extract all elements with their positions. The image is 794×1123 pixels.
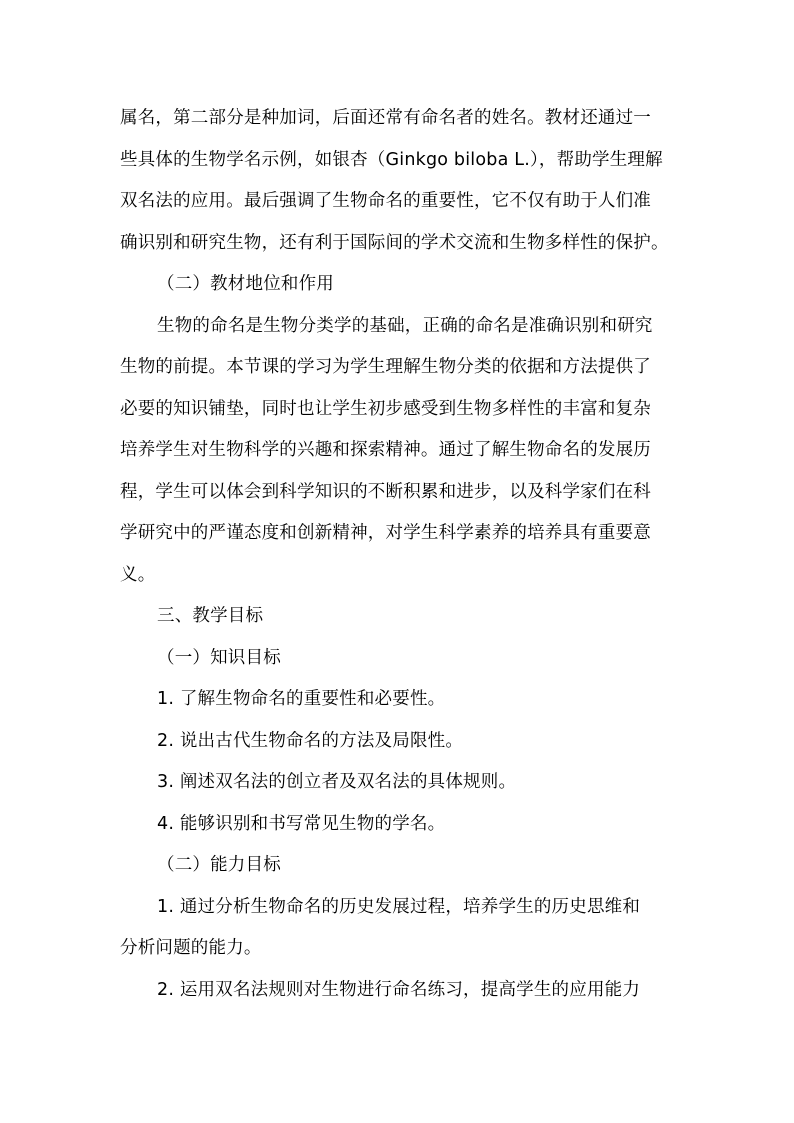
paragraph-line: 确识别和研究生物，还有利于国际间的学术交流和生物多样性的保护。 bbox=[120, 233, 669, 253]
list-item-continuation: 分析问题的能力。 bbox=[120, 938, 262, 958]
section-subheading: （二）能力目标 bbox=[157, 855, 281, 875]
list-item: 1. 通过分析生物命名的历史发展过程，培养学生的历史思维和 bbox=[157, 897, 641, 917]
section-subheading: （一）知识目标 bbox=[157, 648, 281, 668]
paragraph-line: 义。 bbox=[120, 565, 156, 585]
paragraph-line: 生物的命名是生物分类学的基础，正确的命名是准确识别和研究 bbox=[157, 316, 653, 336]
paragraph-line: 学研究中的严谨态度和创新精神，对学生科学素养的培养具有重要意 bbox=[120, 523, 651, 543]
paragraph-line: 属名，第二部分是种加词，后面还常有命名者的姓名。教材还通过一 bbox=[120, 108, 651, 128]
paragraph-line: 些具体的生物学名示例，如银杏（Ginkgo biloba L.），帮助学生理解 bbox=[120, 150, 663, 170]
list-item: 1. 了解生物命名的重要性和必要性。 bbox=[157, 689, 446, 709]
paragraph-line: 双名法的应用。最后强调了生物命名的重要性，它不仅有助于人们准 bbox=[120, 191, 651, 211]
paragraph-line: 程，学生可以体会到科学知识的不断积累和进步，以及科学家们在科 bbox=[120, 482, 651, 502]
paragraph-line: 生物的前提。本节课的学习为学生理解生物分类的依据和方法提供了 bbox=[120, 357, 651, 377]
paragraph-line: 必要的知识铺垫，同时也让学生初步感受到生物多样性的丰富和复杂 bbox=[120, 399, 651, 419]
section-subheading: （二）教材地位和作用 bbox=[157, 274, 334, 294]
list-item: 3. 阐述双名法的创立者及双名法的具体规则。 bbox=[157, 772, 517, 792]
list-item: 2. 运用双名法规则对生物进行命名练习，提高学生的应用能力 bbox=[157, 980, 641, 1000]
paragraph-line: 培养学生对生物科学的兴趣和探索精神。通过了解生物命名的发展历 bbox=[120, 440, 651, 460]
list-item: 4. 能够识别和书写常见生物的学名。 bbox=[157, 814, 446, 834]
section-heading: 三、教学目标 bbox=[157, 606, 264, 626]
list-item: 2. 说出古代生物命名的方法及局限性。 bbox=[157, 731, 464, 751]
